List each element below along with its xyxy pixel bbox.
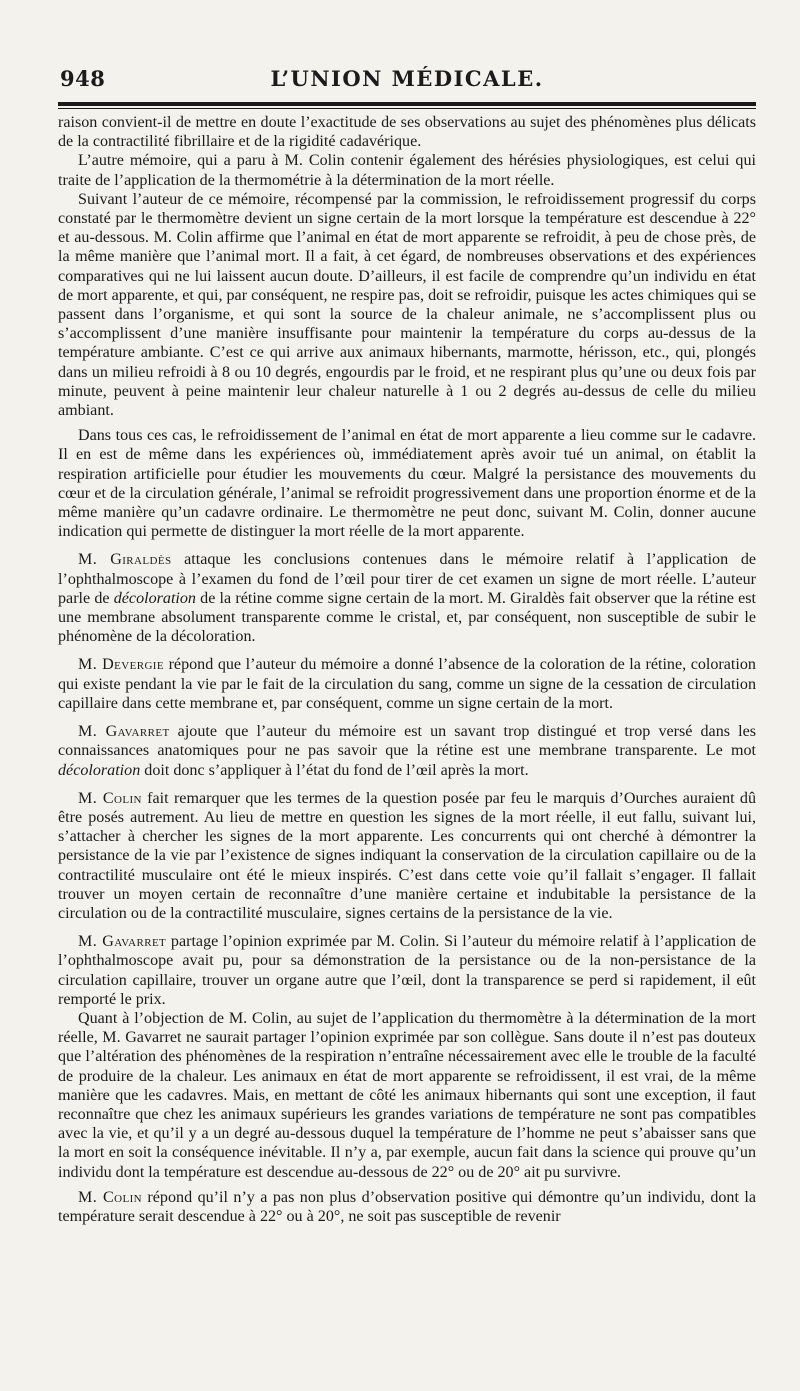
paragraph-continued: raison convient-il de mettre en doute l’exactitude de ses observations au sujet des phénomènes plus délicats de la contractilité fibrillaire et de la rigidité cadavérique. — [58, 114, 756, 151]
speaker-name: M. Devergie — [78, 656, 164, 674]
speaker-name: M. Giraldès — [78, 551, 172, 569]
paragraph-devergie — [58, 655, 756, 713]
paragraph-gavarret-2 — [58, 932, 756, 1009]
paragraph-colin-1 — [58, 789, 756, 923]
paragraph-thermometry-intro: L’autre mémoire, qui a paru à M. Colin contenir également des hérésies physiologiques, est celui qui traite de l’application de la thermométrie à la détermination de la mort réelle. — [58, 152, 756, 189]
paragraph-gavarret-1 — [58, 722, 756, 780]
paragraph-text: ajoute que l’auteur du mémoire est un savant trop distingué et trop versé dans les connaissances anatomiques pour ne pas savoir que la rétine est une membrane transparente. Le mot — [58, 723, 756, 760]
emphasis-term: décoloration — [113, 589, 196, 607]
paragraph-text: répond qu’il n’y a pas non plus d’observation positive qui démontre qu’un individu, dont la température serait descendue à 22° ou à 20°, ne soit pas susceptible de revenir — [58, 1188, 756, 1225]
speaker-name: M. Gavarret — [78, 723, 170, 741]
journal-title: L’UNION MÉDICALE. — [270, 66, 544, 91]
paragraph-text: répond que l’auteur du mémoire a donné l’absence de la coloration de la rétine, coloration qui existe pendant la vie par le fait de la circulation du sang, comme un signe de la cessation de circulation capillaire dans cette membrane et, par conséquent, comme un signe certain de la mort. — [58, 656, 756, 712]
header-rule-thick — [58, 102, 756, 106]
speaker-name: M. Colin — [78, 1188, 142, 1206]
paragraph-text: doit donc s’appliquer à l’état du fond de l’œil après la mort. — [140, 761, 529, 779]
speaker-name: M. Colin — [78, 789, 142, 807]
emphasis-term: décoloration — [58, 761, 141, 779]
speaker-name: M. Gavarret — [78, 933, 167, 951]
header-rule-thin — [58, 108, 756, 109]
paragraph-text: partage l’opinion exprimée par M. Colin. Si l’auteur du mémoire relatif à l’application de l’ophthalmoscope avait pu, pour sa démonstration de la persistance ou de la non-persistance de la circulation capillaire, trouver un organe autre que l’œil, dont la transparence se perd si rapidement, il eût remporté le prix. — [58, 933, 756, 1008]
page-number: 948 — [60, 66, 106, 91]
page-header — [58, 60, 756, 102]
paragraph-gavarret-objection: Quant à l’objection de M. Colin, au sujet de l’application du thermomètre à la détermination de la mort réelle, M. Gavarret ne saurait partager l’opinion exprimée par son collègue. Sans doute il n’est pas douteux que l’altération des phénomènes de la respiration n’entraîne nécessairement avec elle le trouble de la faculté de produire de la chaleur. Les animaux en état de mort apparente se refroidissent, il est vrai, de la même manière que les cadavres. Mais, en mettant de côté les animaux hibernants qui sont une exception, il faut reconnaître que chez les animaux supérieurs les grandes variations de température ne sont pas compatibles avec la vie, et qu’il y a un degré au-dessous duquel la température de l’homme ne peut s’abaisser sans que la mort en soit la conséquence inévitable. Il n’y a, par exemple, aucun fait dans la science qui prouve qu’un individu dont la température est descendue au-dessous de 22° ou de 20° ait pu survivre. — [58, 1009, 756, 1181]
paragraph-cooling-cases: Dans tous ces cas, le refroidissement de l’animal en état de mort apparente a lieu comme sur le cadavre. Il en est de même dans les expériences où, immédiatement après avoir tué un animal, on établit la respiration artificielle pour étudier les mouvements du cœur. Malgré la persistance des mouvements du cœur et de la circulation générale, l’animal se refroidit progressivement dans une proportion énorme et de la même manière qu’un cadavre ordinaire. Le thermomètre ne peut donc, suivant M. Colin, donner aucune indication qui permette de distinguer la mort réelle de la mort apparente. — [58, 427, 756, 541]
article-body — [58, 113, 756, 1226]
paragraph-giraldes — [58, 550, 756, 646]
paragraph-text: fait remarquer que les termes de la question posée par feu le marquis d’Ourches auraient dû être posés autrement. Au lieu de mettre en question les signes de la mort réelle, il eut fallu, suivant lui, s’attacher à chercher les signes de la mort apparente. Les concurrents qui ont cherché à démontrer la persistance de la vie par l’existence de signes indiquant la conservation de la circulation capillaire ou de la contractilité musculaire ont été le mieux inspirés. C’est dans cette voie qu’il fallait s’engager. Il fallait trouver un moyen certain de reconnaître d’une manière certaine et indubitable la persistance de la circulation ou de la contractilité musculaire, signes certains de la persistance de la vie. — [58, 789, 756, 922]
paragraph-colin-2 — [58, 1188, 756, 1226]
paragraph-thermometry-argument: Suivant l’auteur de ce mémoire, récompensé par la commission, le refroidissement progressif du corps constaté par le thermomètre devient un signe certain de la mort lorsque la température est descendue à 22° et au-dessous. M. Colin affirme que l’animal en état de mort apparente se refroidit, à peu de chose près, de la même manière que l’animal mort. Il a fait, à cet égard, de nombreuses observations et des expériences comparatives qui ne lui laissent aucun doute. D’ailleurs, il est facile de comprendre qu’un individu en état de mort apparente, et qui, par conséquent, ne respire pas, doit se refroidir, puisque les actes chimiques qui se passent dans l’organisme, et qui sont la source de la chaleur animale, ne s’accomplissent plus ou s’accomplissent d’une manière insuffisante pour maintenir la température du corps au-dessus de la température ambiante. C’est ce qui arrive aux animaux hibernants, marmotte, hérisson, etc., qui, plongés dans un milieu refroidi à 8 ou 10 degrés, engourdis par le froid, et ne respirant plus qu’une ou deux fois par minute, peuvent à peine maintenir leur chaleur naturelle à 1 ou 2 degrés au-dessus de celle du milieu ambiant. — [58, 190, 756, 420]
paragraph-text: attaque les conclusions contenues dans le mémoire relatif à l’application de l’ophthalmoscope à l’examen du fond de l’œil pour tirer de cet examen un signe de mort réelle. L’auteur parle de — [58, 551, 757, 607]
journal-page — [58, 60, 756, 1226]
paragraph-text: de la rétine comme signe certain de la mort. M. Giraldès fait observer que la rétine est une membrane absolument transparente comme le cristal, et, par conséquent, non susceptible de subir le phénomène de la décoloration. — [58, 589, 756, 646]
